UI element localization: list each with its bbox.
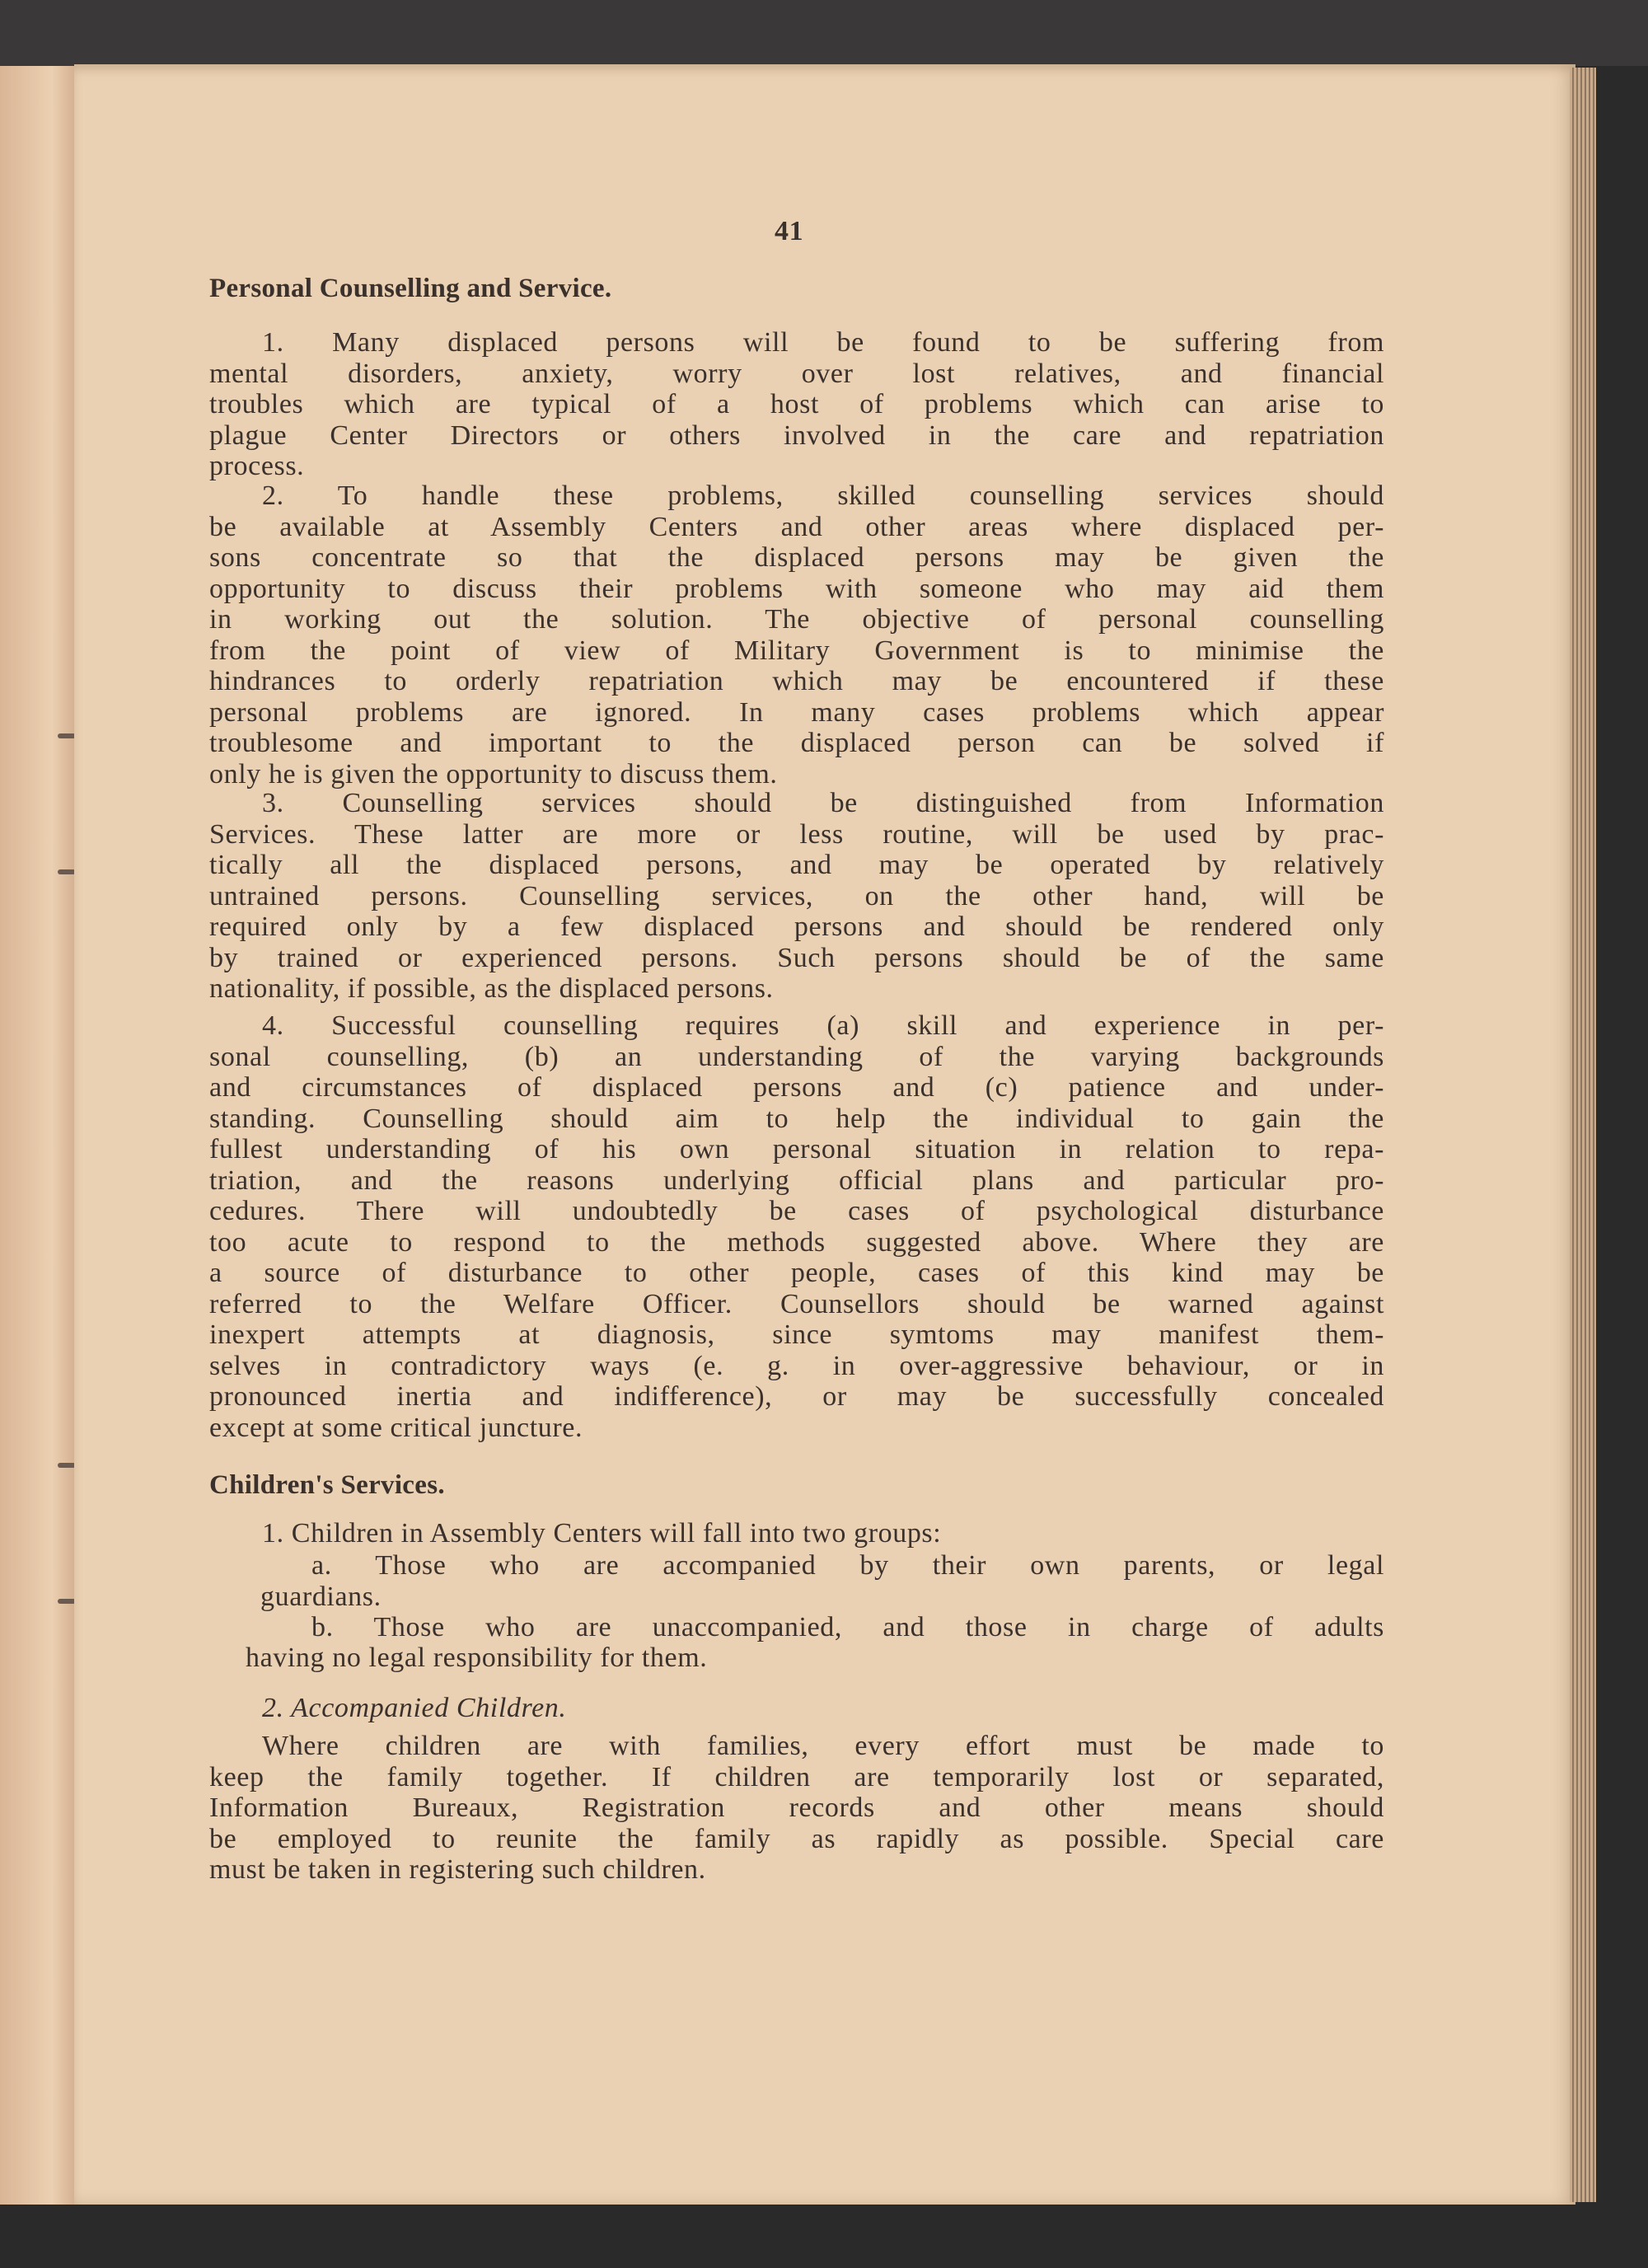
text-line: sons concentrate so that the displaced persons may be given the bbox=[209, 542, 1384, 573]
text-line: be employed to reunite the family as rapidly as possible. Special care bbox=[209, 1823, 1384, 1854]
children-item-1b-cont: having no legal responsibility for them. bbox=[246, 1642, 708, 1673]
children-item-1b bbox=[311, 1612, 1384, 1643]
paragraph-1 bbox=[209, 327, 1384, 482]
text-line: tically all the displaced persons, and may be operated by relatively bbox=[209, 850, 1384, 880]
paragraph-4 bbox=[209, 1010, 1384, 1443]
text-line: by trained or experienced persons. Such persons should be of the same bbox=[209, 942, 1384, 973]
text-line: 3. Counselling services should be distinguished from Information bbox=[262, 788, 1384, 818]
subheading-accompanied-children: 2. Accompanied Children. bbox=[262, 1693, 567, 1723]
text-line: cedures. There will undoubtedly be cases of psychological disturbance bbox=[209, 1196, 1384, 1226]
text-line: required only by a few displaced persons and should be rendered only bbox=[209, 911, 1384, 942]
page-stack-edge bbox=[1570, 68, 1596, 2202]
section-heading-personal-counselling: Personal Counselling and Service. bbox=[209, 274, 612, 303]
text-line: triation, and the reasons underlying official plans and particular pro- bbox=[209, 1164, 1384, 1196]
text-line: only he is given the opportunity to discuss them. bbox=[209, 758, 778, 790]
children-item-1a bbox=[311, 1550, 1384, 1582]
paragraph-2 bbox=[209, 480, 1384, 790]
section-heading-childrens-services: Children's Services. bbox=[209, 1470, 445, 1500]
text-line: untrained persons. Counselling services, on the other hand, will be bbox=[209, 880, 1384, 911]
text-line: referred to the Welfare Officer. Counsellors should be warned against bbox=[209, 1288, 1384, 1319]
scan-background-bottom bbox=[0, 2205, 1648, 2268]
text-line: process. bbox=[209, 451, 305, 481]
text-line: 2. To handle these problems, skilled counselling services should bbox=[262, 480, 1384, 511]
text-line: Where children are with families, every effort must be made to bbox=[262, 1731, 1384, 1761]
text-line: in working out the solution. The objective of personal counselling bbox=[209, 604, 1384, 635]
paragraph-3 bbox=[209, 788, 1384, 1005]
text-line: troubles which are typical of a host of problems which can arise to bbox=[209, 389, 1384, 419]
text-line: hindrances to orderly repatriation which may be encountered if these bbox=[209, 666, 1384, 696]
text-line: keep the family together. If children are temporarily lost or separated, bbox=[209, 1761, 1384, 1792]
accompanied-children-paragraph bbox=[209, 1731, 1384, 1886]
text-line: nationality, if possible, as the displaced persons. bbox=[209, 973, 774, 1004]
text-line: personal problems are ignored. In many cases problems which appear bbox=[209, 696, 1384, 728]
text-line: troublesome and important to the displaced person can be solved if bbox=[209, 728, 1384, 758]
text-line: opportunity to discuss their problems with someone who may aid them bbox=[209, 573, 1384, 604]
text-line: 4. Successful counselling requires (a) skill and experience in per- bbox=[262, 1010, 1384, 1041]
text-line: must be taken in registering such children. bbox=[209, 1854, 706, 1885]
text-line: a source of disturbance to other people, cases of this kind may be bbox=[209, 1258, 1384, 1288]
text-line: inexpert attempts at diagnosis, since symtoms may manifest them- bbox=[209, 1319, 1384, 1350]
text-line: a. Those who are accompanied by their own parents, or legal bbox=[311, 1550, 1384, 1581]
binding-mark bbox=[58, 1599, 76, 1604]
text-line: sonal counselling, (b) an understanding of the varying backgrounds bbox=[209, 1041, 1384, 1072]
children-item-1a-cont: guardians. bbox=[260, 1582, 382, 1612]
text-line: from the point of view of Military Government is to minimise the bbox=[209, 635, 1384, 666]
text-line: too acute to respond to the methods suggested above. Where they are bbox=[209, 1226, 1384, 1258]
text-line: except at some critical juncture. bbox=[209, 1412, 583, 1443]
text-line: b. Those who are unaccompanied, and those in charge of adults bbox=[311, 1612, 1384, 1642]
text-line: Information Bureaux, Registration records and other means should bbox=[209, 1792, 1384, 1823]
text-line: pronounced inertia and indifference), or may be successfully concealed bbox=[209, 1381, 1384, 1412]
facing-page-edge bbox=[0, 66, 74, 2205]
text-line: mental disorders, anxiety, worry over lost relatives, and financial bbox=[209, 358, 1384, 389]
text-line: 1. Many displaced persons will be found to be suffering from bbox=[262, 327, 1384, 358]
text-line: and circumstances of displaced persons and (c) patience and under- bbox=[209, 1072, 1384, 1103]
scan-background-top bbox=[0, 0, 1648, 66]
text-line: be available at Assembly Centers and other areas where displaced per- bbox=[209, 511, 1384, 542]
text-line: selves in contradictory ways (e. g. in over-aggressive behaviour, or in bbox=[209, 1350, 1384, 1381]
binding-mark bbox=[58, 869, 76, 874]
children-item-1: 1. Children in Assembly Centers will fall into two groups: bbox=[262, 1518, 942, 1549]
binding-mark bbox=[58, 733, 76, 738]
text-line: standing. Counselling should aim to help the individual to gain the bbox=[209, 1103, 1384, 1134]
text-line: plague Center Directors or others involved in the care and repatriation bbox=[209, 419, 1384, 451]
text-line: Services. These latter are more or less routine, will be used by prac- bbox=[209, 818, 1384, 850]
page-number: 41 bbox=[775, 216, 804, 246]
text-line: fullest understanding of his own personal situation in relation to repa- bbox=[209, 1134, 1384, 1164]
binding-mark bbox=[58, 1463, 76, 1468]
